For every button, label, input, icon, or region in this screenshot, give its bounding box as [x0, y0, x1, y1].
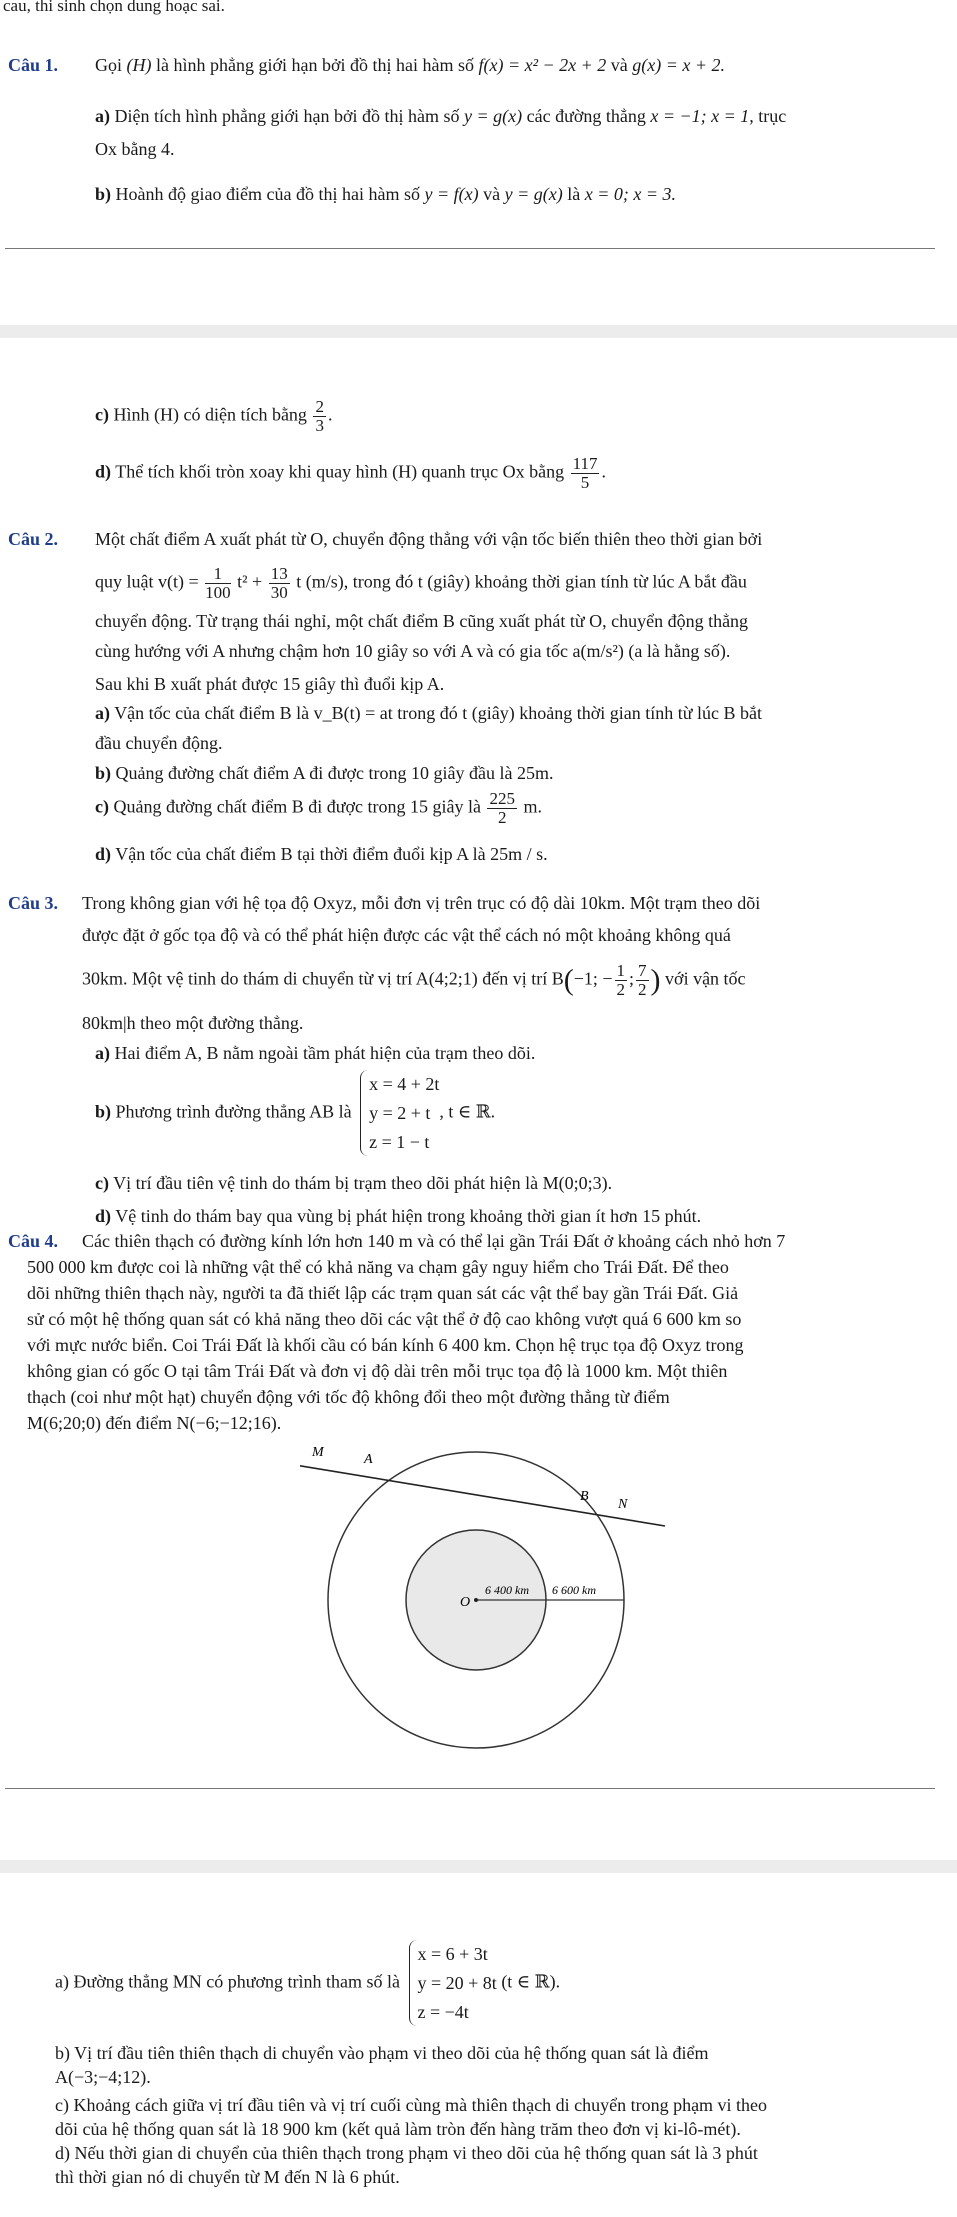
question-3-line-2: được đặt ở gốc tọa độ và có thể phát hiện được các vật thể cách nó một khoảng không quá: [82, 925, 731, 945]
question-1-option-c: c) Hình (H) có diện tích bằng $\frac{2}{3}$ .: [95, 397, 333, 435]
meteor-path-line: [300, 1465, 665, 1526]
question-2-line-4: cùng hướng với A nhưng chậm hơn 10 giây so với A và có gia tốc a(m/s²) (a là hằng số).: [95, 641, 731, 661]
question-3-label: Câu 3.: [8, 893, 59, 913]
label-M: M: [312, 1445, 324, 1460]
question-2-line-1: Một chất điểm A xuất phát từ O, chuyển động thẳng với vận tốc biến thiên theo thời gian bởi: [95, 529, 763, 549]
question-1: [8, 52, 58, 78]
equation-system: x = 4 + 2t y = 2 + t z = 1 − t: [360, 1070, 439, 1156]
question-4-p5: với mực nước biển. Coi Trái Đất là khối cầu có bán kính 6 400 km. Chọn hệ trục tọa độ Oxyz trong: [27, 1335, 744, 1355]
question-3-line-1: Trong không gian với hệ tọa độ Oxyz, mỗi đơn vị trên trục có độ dài 10km. Một trạm theo dõi: [82, 893, 761, 913]
question-4-p7: thạch (coi như một hạt) chuyển động với tốc độ không đổi theo một đường thẳng từ điểm: [27, 1387, 670, 1407]
question-1-option-b: b) Hoành độ giao điểm của đồ thị hai hàm số y = f(x) và y = g(x) là x = 0; x = 3.: [95, 184, 676, 204]
f-definition: f(x) = x² − 2x + 2: [478, 55, 607, 75]
label-N: N: [618, 1497, 628, 1512]
label-inner-radius: 6 400 km: [485, 1583, 529, 1597]
page-divider: [5, 248, 935, 249]
question-2-option-a-cont: đầu chuyển động.: [95, 733, 223, 753]
question-2-line-3: chuyển động. Từ trạng thái nghỉ, một chất điểm B cũng xuất phát từ O, chuyển động thẳng: [95, 611, 749, 631]
question-4-option-a: a) Đường thẳng MN có phương trình tham số là x = 6 + 3t y = 20 + 8t z = −4t (t ∈ ℝ).: [55, 1940, 560, 2026]
question-4-p3: dõi những thiên thạch này, người ta đã thiết lập các trạm quan sát các vật thể bay gần Trái Đất. Giả: [27, 1283, 739, 1303]
equation-system: x = 6 + 3t y = 20 + 8t z = −4t: [409, 1940, 497, 2026]
question-3-option-c: c) Vị trí đầu tiên vệ tinh do thám bị trạm theo dõi phát hiện là M(0;0;3).: [95, 1173, 613, 1193]
top-fragment-text: cau, thi sinh chọn dung hoạc sai.: [3, 0, 225, 15]
question-4-p8: M(6;20;0) đến điểm N(−6;−12;16).: [27, 1413, 282, 1433]
page-break-band-2: [0, 1860, 957, 1873]
label-outer-radius: 6 600 km: [552, 1583, 596, 1597]
question-2-line-5: Sau khi B xuất phát được 15 giây thì đuổi kịp A.: [95, 674, 445, 694]
question-3-option-b: b) Phương trình đường thẳng AB là x = 4 + 2t y = 2 + t z = 1 − t , t ∈ ℝ.: [95, 1070, 495, 1156]
label-A: A: [364, 1452, 373, 1467]
question-2-option-a: a) Vận tốc của chất điểm B là v_B(t) = at trong đó t (giây) khoảng thời gian tính từ lúc B bắt: [95, 703, 762, 723]
label-O: O: [460, 1595, 471, 1610]
question-4-label: Câu 4.: [8, 1231, 59, 1251]
g-definition: g(x) = x + 2.: [632, 55, 726, 75]
question-3-line-4: 80km|h theo một đường thẳng.: [82, 1013, 304, 1033]
question-2-option-d: d) Vận tốc của chất điểm B tại thời điểm đuổi kịp A là 25m / s.: [95, 844, 548, 864]
question-4-p1: Các thiên thạch có đường kính lớn hơn 140 m và có thể lại gần Trái Đất ở khoảng cách nhỏ hơn 7: [82, 1231, 786, 1251]
question-4-option-b-cont: A(−3;−4;12).: [55, 2067, 151, 2087]
question-1-option-a: a) Diện tích hình phẳng giới hạn bởi đồ thị hàm số y = g(x) các đường thẳng x = −1; x = 1, trục: [95, 106, 787, 126]
label-B: B: [580, 1489, 589, 1504]
question-1-option-d: d) Thể tích khối tròn xoay khi quay hình (H) quanh trục Ox bằng $\frac{117}{5}$ .: [95, 454, 606, 492]
question-2-line-2: quy luật v(t) = $\frac{1}{100}$ t² + $\frac{13}{30}$ t (m/s), trong đó t (giây) khoảng thời gian tính từ lúc A bắt đầu: [95, 564, 747, 602]
fraction: $\frac{2}{3}$: [315, 397, 324, 435]
question-1-intro: Gọi (H) là hình phẳng giới hạn bởi đồ thị hai hàm số f(x) = x² − 2x + 2 và g(x) = x + 2.: [95, 55, 726, 75]
question-4-p2: 500 000 km được coi là những vật thể có khả năng va chạm gây nguy hiểm cho Trái Đất. Để theo: [27, 1257, 729, 1277]
question-1-label: Câu 1.: [8, 55, 59, 75]
question-3-line-3: 30km. Một vệ tinh do thám di chuyển từ vị trí A(4;2;1) đến vị trí B(−1; − $\frac{1}{2}$ ; $\frac{7}{2}$ ) với vận tốc: [82, 961, 746, 999]
question-4-option-d-cont: thì thời gian nó di chuyển từ M đến N là 6 phút.: [55, 2167, 400, 2187]
question-1-option-a-cont: Ox bằng 4.: [95, 139, 175, 159]
question-4-p6: không gian có gốc O tại tâm Trái Đất và đơn vị độ dài trên mỗi trục tọa độ là 1000 km. Một thiên: [27, 1361, 728, 1381]
center-point: [474, 1598, 478, 1602]
question-4-option-d: d) Nếu thời gian di chuyển của thiên thạch trong phạm vi theo dõi của hệ thống quan sát là 3 phút: [55, 2143, 758, 2163]
question-4-option-b: b) Vị trí đầu tiên thiên thạch di chuyển vào phạm vi theo dõi của hệ thống quan sát là điểm: [55, 2043, 709, 2063]
question-2-option-c: c) Quảng đường chất điểm B đi được trong 15 giây là $\frac{225}{2}$ m.: [95, 789, 542, 827]
question-2-label: Câu 2.: [8, 529, 59, 549]
question-4-option-c-cont: dõi của hệ thống quan sát là 18 900 km (kết quả làm tròn đến hàng trăm theo đơn vị ki-lô-mét).: [55, 2119, 741, 2139]
question-3-option-d: d) Vệ tinh do thám bay qua vùng bị phát hiện trong khoảng thời gian ít hơn 15 phút.: [95, 1206, 702, 1226]
question-4-option-c: c) Khoảng cách giữa vị trí đầu tiên và vị trí cuối cùng mà thiên thạch di chuyển trong phạm vi theo: [55, 2095, 768, 2115]
question-2-option-b: b) Quảng đường chất điểm A đi được trong 10 giây đầu là 25m.: [95, 763, 554, 783]
question-3-option-a: a) Hai điểm A, B nằm ngoài tầm phát hiện của trạm theo dõi.: [95, 1043, 536, 1063]
page-divider-2: [5, 1788, 935, 1789]
fraction: $\frac{117}{5}$: [572, 454, 598, 492]
earth-orbit-figure: [300, 1440, 670, 1770]
question-4-p4: sử có một hệ thống quan sát có khả năng theo dõi các vật thể ở độ cao không vượt quá 6 600 km so: [27, 1309, 742, 1329]
page-break-band: [0, 325, 957, 338]
